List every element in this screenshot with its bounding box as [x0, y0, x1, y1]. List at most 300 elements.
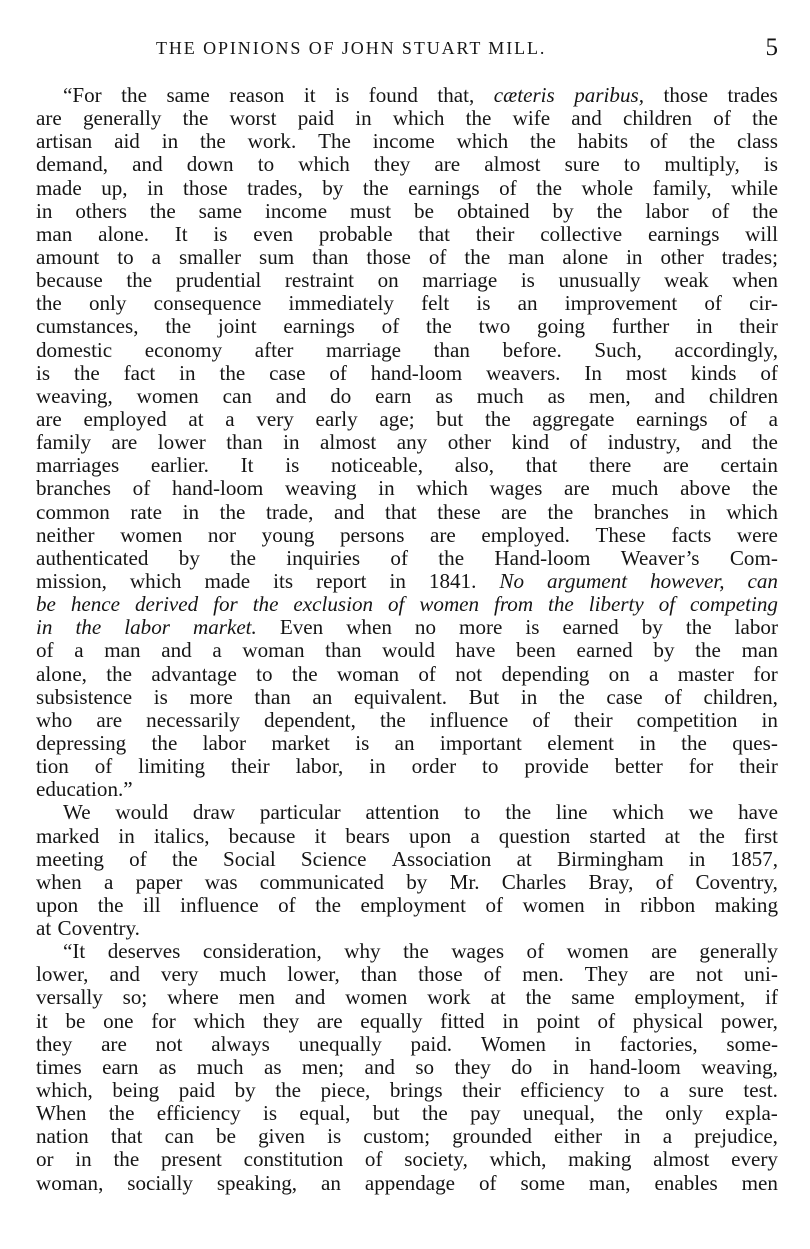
word: of — [711, 198, 730, 223]
word: women — [419, 592, 480, 617]
word: but — [436, 406, 464, 431]
word: on — [608, 661, 630, 686]
word: lower, — [287, 962, 340, 987]
word: Such, — [594, 337, 642, 362]
text-line — [36, 524, 778, 547]
word: subsistence — [36, 684, 133, 709]
word: meeting — [36, 846, 104, 871]
word: however, — [650, 568, 725, 593]
word: collective — [540, 221, 623, 246]
text-line — [36, 593, 778, 616]
word: of — [569, 430, 588, 455]
page-number: 5 — [765, 34, 778, 61]
word: the — [465, 106, 492, 131]
word: man, — [588, 1170, 631, 1195]
word: women — [120, 522, 183, 547]
word: we — [688, 800, 714, 825]
word: argument — [547, 568, 628, 593]
word: earnings — [647, 221, 720, 246]
word: cir- — [749, 291, 778, 316]
text-line — [36, 825, 778, 848]
word: are — [651, 939, 677, 964]
word: marriage — [326, 337, 401, 362]
word: test. — [743, 1078, 778, 1103]
word: if — [765, 985, 778, 1010]
word: industry, — [607, 430, 681, 455]
word: and — [333, 499, 365, 524]
word: in — [179, 360, 196, 385]
text-line — [36, 1033, 778, 1056]
word: marriage — [422, 268, 498, 293]
word: further — [611, 314, 670, 339]
word: the — [230, 545, 256, 570]
word: for — [688, 754, 714, 779]
word: hand-loom — [589, 1054, 681, 1079]
word: certain — [720, 453, 778, 478]
word: man — [36, 221, 73, 246]
word: can — [164, 1124, 194, 1149]
word: women — [522, 892, 585, 917]
word: employed. — [481, 522, 570, 547]
word: Birmingham — [557, 846, 664, 871]
word: in — [624, 1124, 641, 1149]
word: must — [350, 198, 392, 223]
word: brings — [389, 1078, 443, 1103]
word: speaking, — [216, 1170, 298, 1195]
word: are — [36, 106, 62, 131]
word: Science — [300, 846, 367, 871]
text-line — [36, 454, 778, 477]
word: who — [36, 707, 73, 732]
word: when — [36, 869, 82, 894]
word: young — [261, 522, 315, 547]
word: artisan — [36, 129, 93, 154]
word: is — [520, 268, 535, 293]
word: the — [617, 1101, 643, 1126]
text-line — [36, 107, 778, 130]
word: neither — [36, 522, 95, 547]
word: some — [520, 1170, 565, 1195]
text-line — [36, 315, 778, 338]
word: those — [366, 244, 411, 269]
word: No — [499, 568, 524, 593]
word: is — [153, 684, 168, 709]
word: they — [454, 1054, 491, 1079]
word: their — [230, 754, 270, 779]
word: be — [65, 1008, 86, 1033]
word: do — [330, 383, 352, 408]
text-line — [36, 940, 778, 963]
word: which, — [489, 1147, 547, 1172]
text-line — [36, 1056, 778, 1079]
word: that — [525, 453, 558, 478]
word: paid — [178, 1078, 216, 1103]
word: one — [103, 1008, 134, 1033]
word: pay — [470, 1101, 501, 1126]
word: same — [571, 985, 615, 1010]
word: earn — [375, 383, 412, 408]
word: advantage — [151, 661, 237, 686]
word: the — [315, 892, 341, 917]
word: is — [285, 453, 300, 478]
word: generally — [82, 106, 162, 131]
word: not — [155, 1031, 183, 1056]
word: at — [516, 846, 532, 871]
word: piece, — [320, 1078, 371, 1103]
word: are — [649, 962, 675, 987]
word: necessarily — [146, 707, 240, 732]
word: at — [36, 916, 52, 941]
word: exclusion — [293, 592, 374, 617]
word: hence — [70, 592, 121, 617]
text-line — [36, 801, 778, 824]
word: there — [589, 453, 632, 478]
word: on — [377, 268, 399, 293]
word: its — [273, 568, 294, 593]
word: for — [151, 1008, 176, 1033]
word: the — [596, 198, 623, 223]
word: they — [36, 1031, 73, 1056]
word: uni- — [743, 962, 778, 987]
word: in — [626, 244, 643, 269]
word: children — [708, 383, 778, 408]
word: in — [182, 499, 200, 524]
word: and — [161, 638, 192, 663]
word: better — [614, 754, 663, 779]
word: weaving — [285, 476, 357, 501]
word: aid — [114, 129, 140, 154]
word: efficiency — [156, 1101, 241, 1126]
word: a — [470, 823, 480, 848]
word: a — [768, 406, 778, 431]
word: work — [427, 985, 471, 1010]
word: the — [426, 314, 452, 339]
word: it — [36, 1008, 48, 1033]
word: to — [256, 661, 273, 686]
word: income — [372, 129, 435, 154]
word: more — [459, 615, 503, 640]
word: earned — [562, 615, 619, 640]
word: a — [74, 638, 84, 663]
word: these — [437, 499, 481, 524]
word: is — [763, 152, 778, 177]
text-line — [36, 200, 778, 223]
word: the — [182, 106, 209, 131]
word: times — [36, 1054, 82, 1079]
word: of — [760, 360, 778, 385]
text-line — [36, 1079, 778, 1102]
word: of — [729, 406, 747, 431]
word: or — [36, 1147, 54, 1172]
word: ques- — [732, 730, 778, 755]
word: some- — [726, 1031, 778, 1056]
word: have — [738, 800, 778, 825]
word: order — [411, 754, 457, 779]
word: are — [430, 522, 456, 547]
word: no — [414, 615, 437, 640]
word: the — [752, 106, 778, 131]
word: case — [269, 360, 306, 385]
word: the — [403, 939, 429, 964]
word: their — [739, 754, 778, 779]
word: why — [344, 939, 381, 964]
word: of — [418, 661, 436, 686]
word: other — [660, 244, 704, 269]
word: be — [216, 1124, 236, 1149]
word: depressing — [36, 730, 127, 755]
word: for — [753, 661, 778, 686]
word: the — [530, 129, 556, 154]
word: Hand-loom — [494, 545, 591, 570]
word: much — [476, 383, 524, 408]
word: and — [132, 152, 163, 177]
word: the — [75, 615, 102, 640]
text-line — [36, 663, 778, 686]
word: italics, — [153, 823, 210, 848]
word: of — [499, 175, 517, 200]
word: to — [623, 1078, 641, 1103]
word: woman, — [36, 1170, 104, 1195]
word: the — [126, 268, 153, 293]
word: the — [752, 430, 778, 455]
word: in — [604, 892, 621, 917]
word: so — [415, 1054, 435, 1079]
word: marked — [36, 823, 100, 848]
word: marriages — [36, 453, 120, 478]
word: the — [252, 592, 279, 617]
word: wife — [512, 106, 551, 131]
word: the — [558, 684, 585, 709]
word: mission, — [36, 568, 107, 593]
word: which — [416, 476, 468, 501]
word: than — [433, 337, 470, 362]
word: of — [478, 1170, 497, 1195]
word: the — [752, 476, 778, 501]
word: an — [517, 291, 538, 316]
word: in — [761, 707, 778, 732]
word: of — [381, 314, 400, 339]
word: when — [346, 615, 392, 640]
word: that — [110, 1124, 143, 1149]
word: provide — [524, 754, 589, 779]
word: earnings — [283, 314, 355, 339]
word: versally — [36, 985, 103, 1010]
word: which — [392, 106, 445, 131]
word: liberty — [588, 592, 644, 617]
text-line — [36, 1125, 778, 1148]
word: the — [171, 846, 198, 871]
word: even — [253, 221, 294, 246]
word: a — [662, 1124, 673, 1149]
word: hand-loom — [171, 476, 264, 501]
word: employment — [360, 892, 466, 917]
word: in — [75, 1147, 92, 1172]
word: custom; — [363, 1124, 431, 1149]
word: of — [387, 592, 405, 617]
word: made — [204, 568, 251, 593]
word: early — [315, 406, 358, 431]
word: Even — [279, 615, 324, 640]
word: restraint — [284, 268, 354, 293]
text-line — [36, 339, 778, 362]
word: which — [193, 1008, 246, 1033]
word: same — [198, 198, 243, 223]
word: point — [536, 1008, 580, 1033]
word: down — [186, 152, 234, 177]
word: sum — [258, 244, 295, 269]
word: immediately — [288, 291, 394, 316]
word: derived — [134, 592, 199, 617]
word: work. — [247, 129, 297, 154]
word: in — [283, 430, 300, 455]
word: It — [240, 453, 254, 478]
word: their — [739, 314, 778, 339]
word: in — [574, 1031, 592, 1056]
word: enables — [654, 1170, 718, 1195]
word: Women — [480, 1031, 546, 1056]
word: is — [335, 83, 350, 107]
word: of — [278, 892, 296, 917]
word: But — [468, 684, 500, 709]
word: 1857, — [730, 846, 778, 871]
word: influence — [429, 707, 509, 732]
word: of — [485, 892, 504, 917]
word: women — [136, 383, 199, 408]
word: of — [655, 869, 674, 894]
word: When — [36, 1101, 87, 1126]
word: an — [321, 1170, 341, 1195]
word: the — [165, 314, 192, 339]
word: they — [262, 1008, 300, 1033]
word: their — [462, 1078, 501, 1103]
word: socially — [127, 1170, 193, 1195]
word: element — [547, 730, 615, 755]
text-line — [36, 986, 778, 1009]
word: rate — [130, 499, 163, 524]
word: the — [421, 1101, 448, 1126]
word: earnings — [408, 175, 480, 200]
word: of — [428, 244, 447, 269]
word: competing — [690, 592, 778, 617]
word: it — [314, 823, 327, 848]
word: labor — [124, 615, 170, 640]
text-line — [36, 153, 778, 176]
word: the — [525, 985, 552, 1010]
word: Mr. — [449, 869, 480, 894]
word: at — [188, 406, 204, 431]
word: are — [111, 430, 138, 455]
word: not — [695, 962, 723, 987]
text-line — [36, 223, 778, 246]
text-line — [36, 778, 778, 801]
word: paper — [135, 869, 183, 894]
word: which — [129, 568, 182, 593]
word: after — [254, 337, 294, 362]
word: the — [36, 291, 62, 316]
word: making — [714, 892, 778, 917]
word: smaller — [178, 244, 242, 269]
word: so; — [122, 985, 148, 1010]
word: are — [663, 453, 689, 478]
word: employment, — [634, 985, 746, 1010]
word: for — [213, 592, 238, 617]
text-line — [36, 732, 778, 755]
word: two — [478, 314, 511, 339]
text-line — [36, 84, 778, 107]
text-line — [36, 686, 778, 709]
word: very — [256, 406, 294, 431]
word: branches — [36, 476, 111, 501]
word: alone — [562, 244, 609, 269]
word: labor — [645, 198, 689, 223]
word: in — [639, 730, 656, 755]
word: not — [455, 661, 483, 686]
word: the — [438, 545, 465, 570]
word: 1841. — [428, 568, 477, 593]
text-line — [36, 408, 778, 431]
text-line — [36, 246, 778, 269]
word: factories, — [619, 1031, 698, 1056]
word: habits — [577, 129, 629, 154]
word: are — [501, 499, 527, 524]
word: man — [741, 638, 778, 663]
word: it — [303, 83, 316, 107]
word: fitted — [440, 1008, 485, 1033]
word: depending — [501, 661, 590, 686]
word: to — [482, 754, 499, 779]
word: of — [94, 754, 113, 779]
word: weaving, — [701, 1054, 778, 1079]
word: as — [158, 1054, 177, 1079]
word: which — [612, 800, 664, 825]
word: Coventry. — [57, 916, 140, 941]
word: nor — [207, 522, 237, 547]
word: generally — [699, 939, 778, 964]
text-line — [36, 1172, 778, 1195]
word: the — [219, 499, 246, 524]
word: nation — [36, 1124, 89, 1149]
text-line — [36, 362, 778, 385]
word: because — [228, 823, 296, 848]
word: is — [213, 221, 228, 246]
word: probable — [318, 221, 393, 246]
word: the — [379, 707, 406, 732]
word: in — [147, 175, 164, 200]
word: weaving, — [36, 383, 113, 408]
word: of — [713, 106, 731, 131]
word: before. — [502, 337, 562, 362]
word: men. — [522, 962, 564, 987]
word: deserves — [107, 939, 181, 964]
word: was — [204, 869, 238, 894]
text-line — [36, 917, 778, 940]
word: their — [475, 221, 515, 246]
word: than — [312, 244, 349, 269]
word: which, — [36, 1078, 93, 1103]
word: in — [161, 129, 179, 154]
word: be — [414, 198, 434, 223]
word: the — [362, 175, 389, 200]
word: lower, — [36, 962, 89, 987]
word: of — [704, 291, 722, 316]
word: labor — [202, 730, 246, 755]
word: earnings — [636, 406, 708, 431]
word: almost — [653, 1147, 710, 1172]
word: is — [525, 615, 540, 640]
word: the — [106, 661, 133, 686]
word: which — [298, 152, 350, 177]
word: very — [160, 962, 199, 987]
